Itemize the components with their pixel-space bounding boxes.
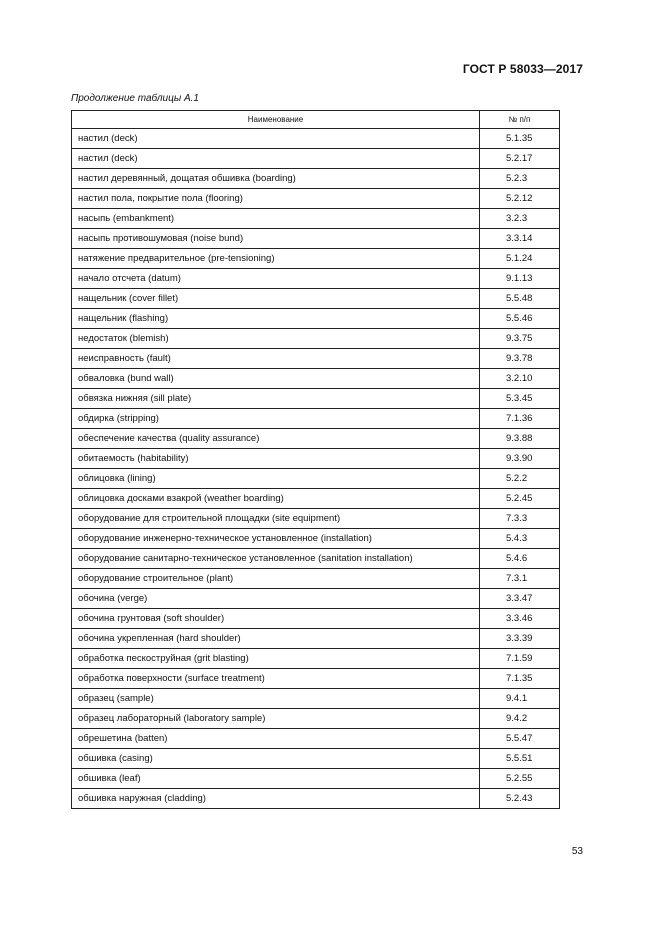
term-cell: обеспечение качества (quality assurance) xyxy=(72,429,480,449)
table-row xyxy=(72,289,560,309)
term-cell: облицовка досками взакрой (weather boarding) xyxy=(72,489,480,509)
item-number-cell: 9.1.13 xyxy=(480,269,560,289)
term-cell: обшивка наружная (cladding) xyxy=(72,789,480,809)
term-cell: обочина грунтовая (soft shoulder) xyxy=(72,609,480,629)
item-number-cell: 5.5.46 xyxy=(480,309,560,329)
table-row xyxy=(72,529,560,549)
table-row xyxy=(72,169,560,189)
item-number-cell: 5.5.51 xyxy=(480,749,560,769)
item-number-cell: 5.1.35 xyxy=(480,129,560,149)
table-row xyxy=(72,409,560,429)
table-row xyxy=(72,369,560,389)
item-number-cell: 5.4.6 xyxy=(480,549,560,569)
item-number-cell: 5.2.55 xyxy=(480,769,560,789)
term-cell: обочина укрепленная (hard shoulder) xyxy=(72,629,480,649)
table-row xyxy=(72,629,560,649)
table-row xyxy=(72,589,560,609)
table-row xyxy=(72,329,560,349)
item-number-cell: 5.5.48 xyxy=(480,289,560,309)
table-row xyxy=(72,489,560,509)
table-row xyxy=(72,669,560,689)
term-cell: начало отсчета (datum) xyxy=(72,269,480,289)
table-row xyxy=(72,249,560,269)
table-row xyxy=(72,189,560,209)
item-number-cell: 5.5.47 xyxy=(480,729,560,749)
table-row xyxy=(72,549,560,569)
column-header-name: Наименование xyxy=(72,111,480,129)
table-row xyxy=(72,509,560,529)
column-header-number: № п/п xyxy=(480,111,560,129)
term-cell: оборудование санитарно-техническое установленное (sanitation installation) xyxy=(72,549,480,569)
term-cell: обработка пескоструйная (grit blasting) xyxy=(72,649,480,669)
term-cell: насыпь противошумовая (noise bund) xyxy=(72,229,480,249)
item-number-cell: 5.2.45 xyxy=(480,489,560,509)
item-number-cell: 3.2.10 xyxy=(480,369,560,389)
table-row xyxy=(72,789,560,809)
item-number-cell: 7.3.1 xyxy=(480,569,560,589)
term-cell: нащельник (flashing) xyxy=(72,309,480,329)
item-number-cell: 5.4.3 xyxy=(480,529,560,549)
term-cell: оборудование строительное (plant) xyxy=(72,569,480,589)
item-number-cell: 5.2.17 xyxy=(480,149,560,169)
item-number-cell: 9.3.88 xyxy=(480,429,560,449)
term-cell: обрешетина (batten) xyxy=(72,729,480,749)
table-row xyxy=(72,129,560,149)
item-number-cell: 5.2.43 xyxy=(480,789,560,809)
table-row xyxy=(72,749,560,769)
table-row xyxy=(72,429,560,449)
table-row xyxy=(72,349,560,369)
item-number-cell: 5.2.2 xyxy=(480,469,560,489)
item-number-cell: 9.3.90 xyxy=(480,449,560,469)
table-row xyxy=(72,309,560,329)
document-standard-code: ГОСТ Р 58033—2017 xyxy=(462,62,583,76)
item-number-cell: 7.1.35 xyxy=(480,669,560,689)
term-cell: оборудование инженерно-техническое установленное (installation) xyxy=(72,529,480,549)
term-cell: насыпь (embankment) xyxy=(72,209,480,229)
term-cell: нащельник (cover fillet) xyxy=(72,289,480,309)
item-number-cell: 9.3.78 xyxy=(480,349,560,369)
table-row xyxy=(72,209,560,229)
term-cell: облицовка (lining) xyxy=(72,469,480,489)
term-cell: образец лабораторный (laboratory sample) xyxy=(72,709,480,729)
item-number-cell: 3.3.47 xyxy=(480,589,560,609)
term-cell: оборудование для строительной площадки (site equipment) xyxy=(72,509,480,529)
table-row xyxy=(72,449,560,469)
table-caption: Продолжение таблицы А.1 xyxy=(71,93,199,104)
item-number-cell: 7.1.59 xyxy=(480,649,560,669)
table-row xyxy=(72,689,560,709)
table-row xyxy=(72,709,560,729)
term-cell: образец (sample) xyxy=(72,689,480,709)
table-row xyxy=(72,569,560,589)
item-number-cell: 3.3.46 xyxy=(480,609,560,629)
item-number-cell: 9.4.1 xyxy=(480,689,560,709)
item-number-cell: 7.3.3 xyxy=(480,509,560,529)
table-row xyxy=(72,469,560,489)
term-cell: обдирка (stripping) xyxy=(72,409,480,429)
terms-table xyxy=(71,110,560,809)
term-cell: обитаемость (habitability) xyxy=(72,449,480,469)
table-row xyxy=(72,729,560,749)
table-row xyxy=(72,609,560,629)
table-row xyxy=(72,149,560,169)
item-number-cell: 5.3.45 xyxy=(480,389,560,409)
item-number-cell: 9.3.75 xyxy=(480,329,560,349)
item-number-cell: 3.2.3 xyxy=(480,209,560,229)
term-cell: обшивка (casing) xyxy=(72,749,480,769)
term-cell: недостаток (blemish) xyxy=(72,329,480,349)
table-row xyxy=(72,269,560,289)
term-cell: обочина (verge) xyxy=(72,589,480,609)
table-row xyxy=(72,389,560,409)
page-number: 53 xyxy=(571,846,583,857)
term-cell: обработка поверхности (surface treatment) xyxy=(72,669,480,689)
term-cell: настил пола, покрытие пола (flooring) xyxy=(72,189,480,209)
term-cell: обшивка (leaf) xyxy=(72,769,480,789)
item-number-cell: 5.2.12 xyxy=(480,189,560,209)
term-cell: обвязка нижняя (sill plate) xyxy=(72,389,480,409)
term-cell: настил деревянный, дощатая обшивка (boarding) xyxy=(72,169,480,189)
term-cell: неисправность (fault) xyxy=(72,349,480,369)
item-number-cell: 5.1.24 xyxy=(480,249,560,269)
item-number-cell: 5.2.3 xyxy=(480,169,560,189)
table-row xyxy=(72,229,560,249)
term-cell: натяжение предварительное (pre-tensioning) xyxy=(72,249,480,269)
item-number-cell: 3.3.14 xyxy=(480,229,560,249)
table-row xyxy=(72,649,560,669)
item-number-cell: 3.3.39 xyxy=(480,629,560,649)
term-cell: обваловка (bund wall) xyxy=(72,369,480,389)
term-cell: настил (deck) xyxy=(72,129,480,149)
item-number-cell: 7.1.36 xyxy=(480,409,560,429)
table-header-row xyxy=(72,111,560,129)
item-number-cell: 9.4.2 xyxy=(480,709,560,729)
table-row xyxy=(72,769,560,789)
term-cell: настил (deck) xyxy=(72,149,480,169)
